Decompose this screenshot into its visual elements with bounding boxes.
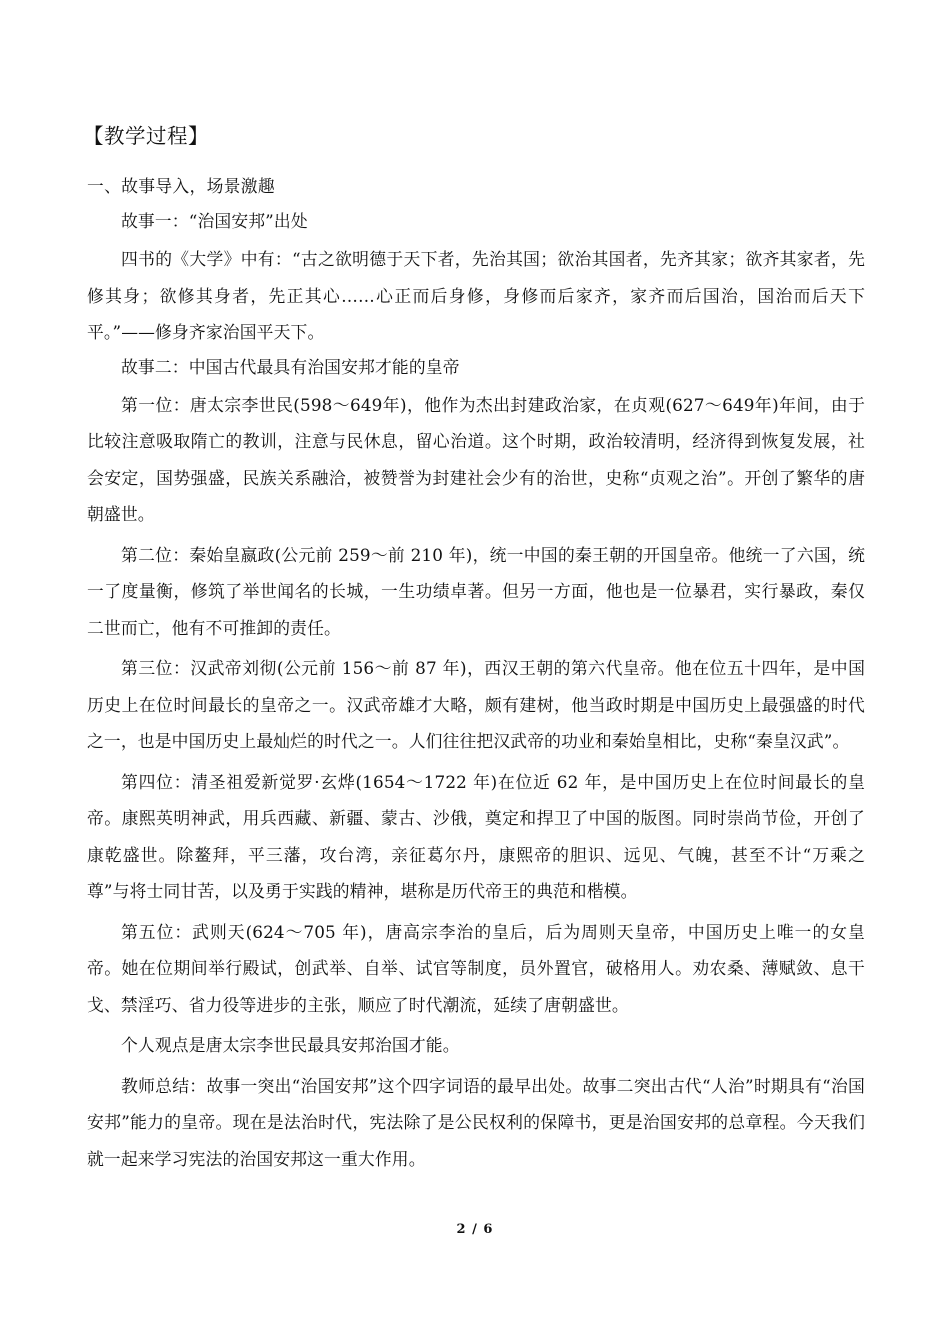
paragraph-emperor-1: 第一位：唐太宗李世民(598～649年)，他作为杰出封建政治家，在贞观(627～649年)年间，由于比较注意吸取隋亡的教训，注意与民休息，留心治道。这个时期，政治较清明，经济得到恢复发展，社会安定，国势强盛，民族关系融洽，被赞誉为封建社会少有的治世，史称“贞观之治”。开创了繁华的唐朝盛世。 [87, 394, 865, 524]
document-body [83, 118, 865, 1177]
paragraph-personal-view: 个人观点是唐太宗李世民最具安邦治国才能。 [121, 1035, 460, 1055]
story-two-title: 故事二：中国古代最具有治国安邦才能的皇帝 [121, 356, 460, 377]
paragraph-emperor-3: 第三位：汉武帝刘彻(公元前 156～前 87 年)，西汉王朝的第六代皇帝。他在位五十四年，是中国历史上在位时间最长的皇帝之一。汉武帝雄才大略，颇有建树，他当政时期是中国历史上最强盛的时代之一，也是中国历史上最灿烂的时代之一。人们往往把汉武帝的功业和秦始皇相比，史称“秦皇汉武”。 [87, 658, 865, 751]
paragraph-teacher-summary: 教师总结：故事一突出“治国安邦”这个四字词语的最早出处。故事二突出古代“人治”时期具有“治国安邦”能力的皇帝。现在是法治时代，宪法除了是公民权利的保障书，更是治国安邦的总章程。今天我们就一起来学习宪法的治国安邦这一重大作用。 [87, 1075, 865, 1169]
paragraph-daxue-quote: 四书的《大学》中有：“古之欲明德于天下者，先治其国；欲治其国者，先齐其家；欲齐其家者，先修其身；欲修其身者，先正其心……心正而后身修，身修而后家齐，家齐而后国治，国治而后天下平。”——修身齐家治国平天下。 [87, 249, 865, 342]
story-one-title: 故事一：“治国安邦”出处 [121, 211, 308, 231]
section-heading: 一、故事导入，场景激趣 [87, 176, 275, 196]
paragraph-emperor-5: 第五位：武则天(624～705 年)，唐高宗李治的皇后，后为周则天皇帝，中国历史上唯一的女皇帝。她在位期间举行殿试，创武举、自举、试官等制度，员外置官，破格用人。劝农桑、薄赋敛、息干戈、禁淫巧、省力役等进步的主张，顺应了时代潮流，延续了唐朝盛世。 [87, 921, 865, 1015]
section-title: 【教学过程】 [83, 124, 209, 148]
page-number: 2 / 6 [456, 1222, 494, 1237]
paragraph-emperor-4: 第四位：清圣祖爱新觉罗·玄烨(1654～1722 年)在位近 62 年，是中国历史上在位时间最长的皇帝。康熙英明神武，用兵西藏、新疆、蒙古、沙俄，奠定和捍卫了中国的版图。同时崇尚节俭，开创了康乾盛世。除鳌拜，平三藩，攻台湾，亲征葛尔丹，康熙帝的胆识、远见、气魄，甚至不计“万乘之尊”与将士同甘苦，以及勇于实践的精神，堪称是历代帝王的典范和楷模。 [87, 771, 865, 901]
paragraph-emperor-2: 第二位：秦始皇嬴政(公元前 259～前 210 年)，统一中国的秦王朝的开国皇帝。他统一了六国，统一了度量衡，修筑了举世闻名的长城，一生功绩卓著。但另一方面，他也是一位暴君，实行暴政，秦仅二世而亡，他有不可推卸的责任。 [87, 544, 865, 638]
